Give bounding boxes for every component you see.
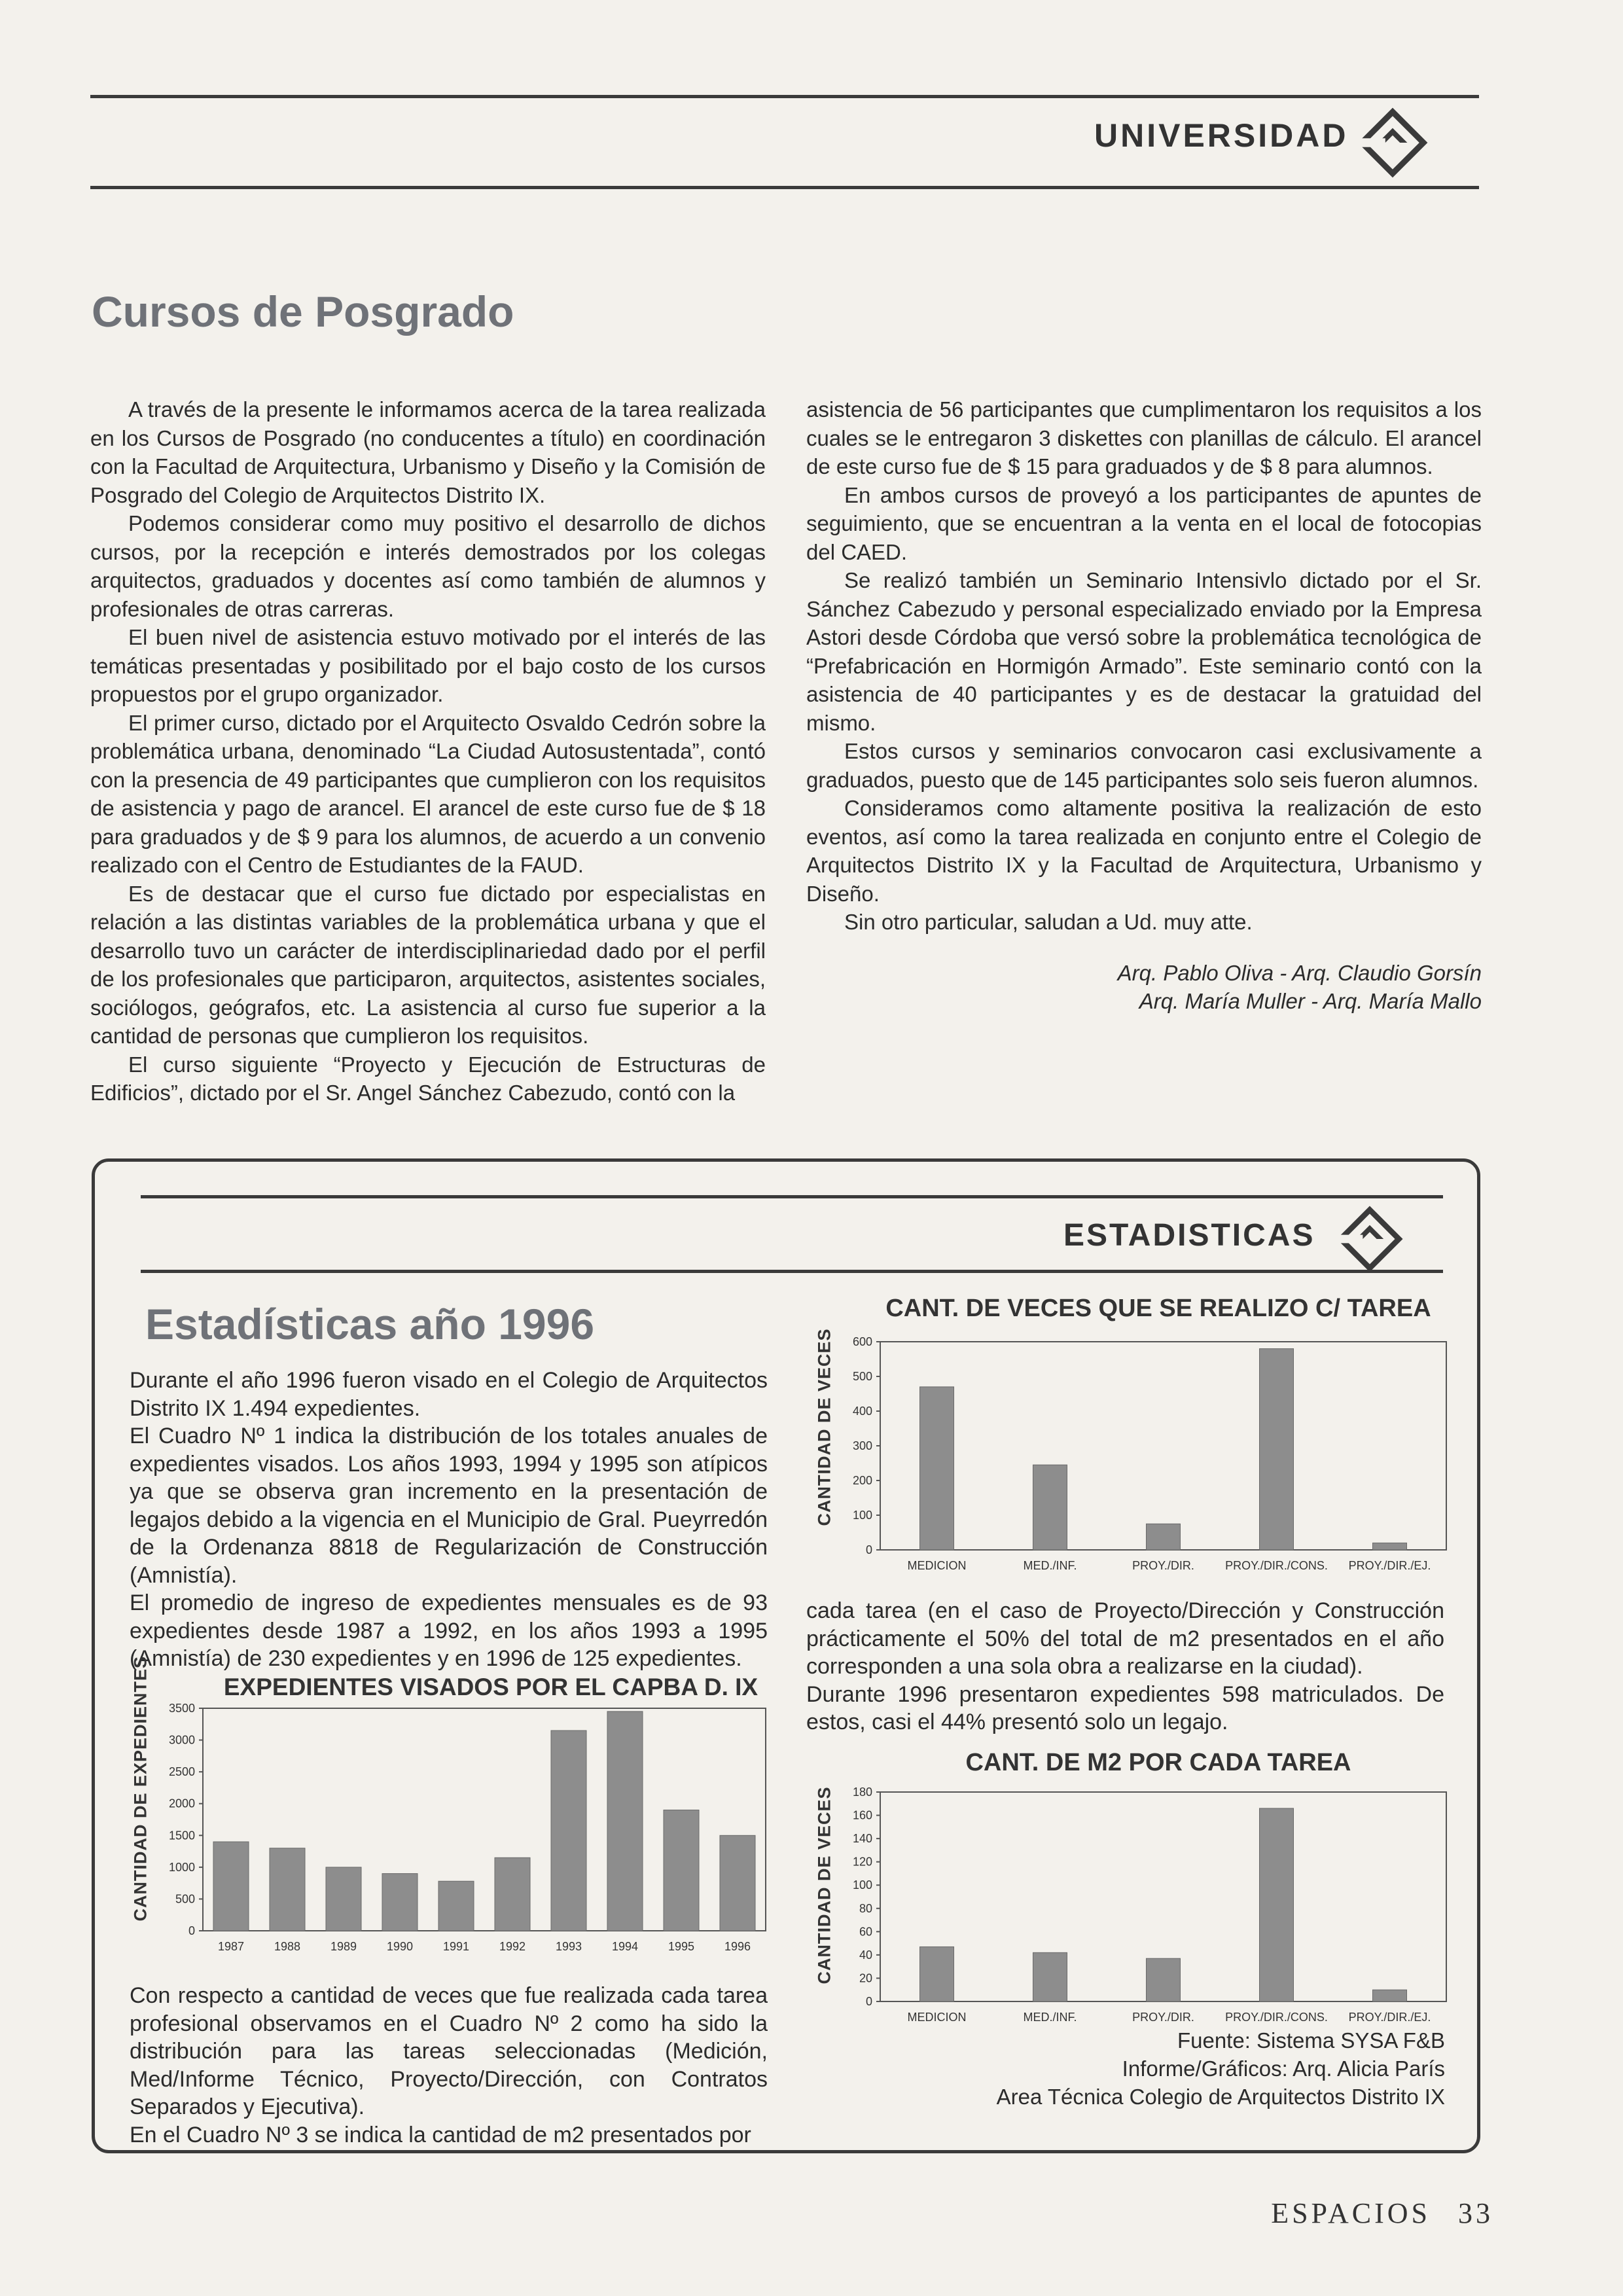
stats-paragraph: Durante el año 1996 fueron visado en el Colegio de Arquitectos Distrito IX 1.494 expedientes. [130,1368,768,1421]
magazine-name: ESPACIOS [1271,2197,1431,2229]
bar [1373,1990,1407,2001]
stats-paragraph: Con respecto a cantidad de veces que fue realizada cada tarea profesional observamos en el Cuadro Nº 2 como ha sido la distribución para las tareas seleccionadas (Medición, Med/Informe Técnico, Proyecto/Dirección, con Contratos Separados y Ejecutiva). [130,1983,768,2119]
article-paragraph: En ambos cursos de proveyó a los participantes de apuntes de seguimiento, que se encuentran a la venta en el local de fotocopias del CAED. [806,482,1482,564]
y-tick-label: 180 [852,1785,872,1799]
source-line: Fuente: Sistema SYSA F&B [1177,2028,1445,2053]
article-left-column [90,395,766,1107]
bar [920,1387,954,1550]
bar [1147,1524,1181,1550]
chart-1-y-axis-label: CANTIDAD DE EXPEDIENTES [130,1655,151,1922]
plot-frame [880,1342,1446,1550]
x-tick-label: 1995 [668,1940,695,1953]
y-tick-label: 120 [852,1855,872,1869]
x-tick-label: PROY./DIR. [1132,1559,1194,1572]
department-line: Area Técnica Colegio de Arquitectos Distrito IX [996,2085,1445,2109]
x-tick-label: 1992 [499,1940,526,1953]
header-top-rule [90,95,1479,98]
y-tick-label: 2500 [168,1765,195,1779]
x-tick-label: MEDICION [907,1559,967,1572]
article-paragraph: Se realizó también un Seminario Intensivlo dictado por el Sr. Sánchez Cabezudo y personal especializado enviado por la Empresa Astori desde Córdoba que versó sobre la problemática tecnológica de “Prefabricación en Hormigón Armado”. Este seminario contó con la asistencia de 40 participantes y es de destacar la gratuidad del mismo. [806,568,1482,735]
bar [1260,1349,1294,1550]
bar [326,1867,361,1931]
y-tick-label: 20 [859,1971,872,1985]
y-tick-label: 2000 [168,1797,195,1810]
article-right-column [806,395,1482,1016]
x-tick-label: 1994 [611,1940,639,1953]
stats-mid-rule [141,1270,1443,1273]
x-tick-label: PROY./DIR./CONS. [1225,2011,1328,2024]
bar [607,1712,643,1931]
y-tick-label: 400 [852,1405,872,1418]
y-tick-label: 0 [188,1924,195,1937]
x-tick-label: 1990 [386,1940,414,1953]
article-paragraph: A través de la presente le informamos acerca de la tarea realizada en los Cursos de Posgrado (no conducentes a título) en coordinación con la Facultad de Arquitectura, Urbanismo y Diseño y la Comisión de Posgrado del Colegio de Arquitectos Distrito IX. [90,397,766,507]
bar [438,1881,474,1931]
x-tick-label: PROY./DIR. [1132,2011,1194,2024]
x-tick-label: 1988 [274,1940,301,1953]
stats-paragraph: cada tarea (en el caso de Proyecto/Dirección y Construcción prácticamente el 50% del total de m2 presentados en el año corresponden a una sola obra a realizarse en la ciudad). [806,1598,1444,1679]
bar [720,1835,755,1931]
article-paragraph: Es de destacar que el curso fue dictado por especialistas en relación a las distintas variables de la problemática urbana y que el desarrollo tuvo un carácter de interdisciplinariedad dado por el perfil de los profesionales que participaron, arquitectos, asistentes sociales, sociólogos, geógrafos, etc. La asistencia al curso fue superior a la cantidad de personas que cumplieron los requisitos. [90,881,766,1048]
article-title: Cursos de Posgrado [92,287,514,336]
stats-paragraph: El promedio de ingreso de expedientes mensuales es de 93 expedientes desde 1987 a 1992, en los años 1993 a 1995 (Amnistía) de 230 expedientes y en 1996 de 125 expedientes. [130,1590,768,1671]
chart-2-y-axis-label: CANTIDAD DE VECES [814,1328,834,1526]
bar [495,1857,530,1931]
bar [551,1731,586,1931]
bar [1373,1543,1407,1550]
bar [382,1874,418,1931]
y-tick-label: 600 [852,1335,872,1348]
chart-3-m2-por-tarea [834,1780,1459,2029]
bar [213,1842,249,1931]
x-tick-label: PROY./DIR./CONS. [1225,1559,1328,1572]
y-tick-label: 500 [175,1892,195,1906]
x-tick-label: PROY./DIR./EJ. [1348,1559,1431,1572]
y-tick-label: 40 [859,1948,872,1962]
article-paragraph: El primer curso, dictado por el Arquitecto Osvaldo Cedrón sobre la problemática urbana, denominado “La Ciudad Autosustentada”, contó con la presencia de 49 participantes que cumplieron con los requisitos de asistencia y pago de arancel. El arancel de este curso fue de $ 18 para graduados y de $ 9 para los alumnos, de acuerdo a un convenio realizado con el Centro de Estudiantes de la FAUD. [90,710,766,877]
x-tick-label: 1996 [724,1940,751,1953]
article-paragraph: El curso siguiente “Proyecto y Ejecución de Estructuras de Edificios”, dictado por el Sr. Angel Sánchez Cabezudo, contó con la [90,1052,766,1105]
chart-1-title: EXPEDIENTES VISADOS POR EL CAPBA D. IX [223,1674,758,1700]
y-tick-label: 60 [859,1925,872,1939]
stats-source [997,2026,1445,2111]
chart-1-expedientes [151,1702,779,1964]
colegio-logo-icon [1335,1204,1404,1274]
y-tick-label: 0 [865,1543,872,1556]
y-tick-label: 80 [859,1901,872,1915]
stats-paragraph: El Cuadro Nº 1 indica la distribución de los totales anuales de expedientes visados. Los años 1993, 1994 y 1995 son atípicos ya que se observa gran incremento en la presentación de legajos debido a la vigencia en el Municipio de Gral. Pueyrredón de la Ordenanza 8818 de Regularización de Construcción (Amnistía). [130,1424,768,1588]
chart-3-title: CANT. DE M2 POR CADA TAREA [965,1749,1351,1776]
y-tick-label: 200 [852,1474,872,1487]
y-tick-label: 0 [865,1995,872,2008]
signature-line: Arq. María Muller - Arq. María Mallo [1139,989,1482,1013]
stats-paragraph: En el Cuadro Nº 3 se indica la cantidad de m2 presentados por [130,2122,751,2147]
y-tick-label: 300 [852,1439,872,1452]
y-tick-label: 100 [852,1878,872,1892]
x-tick-label: MED./INF. [1023,2011,1077,2024]
y-tick-label: 3000 [168,1733,195,1747]
chart-2-veces-por-tarea [834,1329,1459,1584]
section-label: UNIVERSIDAD [1094,117,1349,154]
x-tick-label: 1987 [217,1940,245,1953]
credits-line: Informe/Gráficos: Arq. Alicia París [1122,2056,1445,2081]
y-tick-label: 1500 [168,1829,195,1842]
page-number: 33 [1458,2197,1493,2229]
stats-section-label: ESTADISTICAS [1063,1218,1315,1253]
stats-left-text-top [130,1367,768,1673]
signature-line: Arq. Pablo Oliva - Arq. Claudio Gorsín [1117,960,1482,985]
y-tick-label: 100 [852,1509,872,1522]
article-paragraph: Estos cursos y seminarios convocaron casi exclusivamente a graduados, puesto que de 145 participantes solo seis fueron alumnos. [806,739,1482,792]
y-tick-label: 140 [852,1832,872,1846]
y-tick-label: 160 [852,1808,872,1822]
x-tick-label: MED./INF. [1023,1559,1077,1572]
y-tick-label: 1000 [168,1860,195,1874]
bar [270,1848,305,1931]
article-paragraph: Podemos considerar como muy positivo el desarrollo de dichos cursos, por la recepción e interés demostrados por los colegas arquitectos, graduados y docentes así como también de alumnos y profesionales de otras carreras. [90,511,766,621]
page-footer [1271,2197,1493,2230]
bar [1033,1952,1067,2001]
x-tick-label: PROY./DIR./EJ. [1348,2011,1431,2024]
stats-title: Estadísticas año 1996 [145,1300,595,1348]
stats-left-text-bottom [130,1982,768,2149]
x-tick-label: 1989 [330,1940,357,1953]
y-tick-label: 3500 [168,1702,195,1715]
bar [1260,1808,1294,2001]
article-paragraph: Consideramos como altamente positiva la realización de esto eventos, así como la tarea realizada en conjunto entre el Colegio de Arquitectos Distrito IX y la Facultad de Arquitectura, Urbanismo y Diseño. [806,796,1482,906]
y-tick-label: 500 [852,1370,872,1383]
colegio-logo-icon [1356,106,1429,179]
chart-3-y-axis-label: CANTIDAD DE VECES [814,1786,834,1984]
bar [1033,1465,1067,1550]
stats-paragraph: Durante 1996 presentaron expedientes 598 matriculados. De estos, casi el 44% presentó solo un legajo. [806,1681,1444,1734]
article-paragraph: Sin otro particular, saludan a Ud. muy atte. [844,910,1253,934]
x-tick-label: 1991 [442,1940,470,1953]
article-paragraph: El buen nivel de asistencia estuvo motivado por el interés de las temáticas presentadas y posibilitado por el bajo costo de los cursos propuestos por el grupo organizador. [90,625,766,706]
bar [920,1946,954,2001]
stats-right-text [806,1597,1444,1736]
x-tick-label: 1993 [555,1940,582,1953]
header-bottom-rule [90,186,1479,189]
chart-2-title: CANT. DE VECES QUE SE REALIZO C/ TAREA [885,1295,1431,1322]
article-paragraph: asistencia de 56 participantes que cumplimentaron los requisitos a los cuales se le entregaron 3 diskettes con planillas de cálculo. El arancel de este curso fue de $ 15 para graduados y de $ 8 para alumnos. [806,397,1482,478]
bar [664,1810,699,1931]
stats-top-rule [141,1195,1443,1198]
x-tick-label: MEDICION [907,2011,967,2024]
bar [1147,1958,1181,2001]
